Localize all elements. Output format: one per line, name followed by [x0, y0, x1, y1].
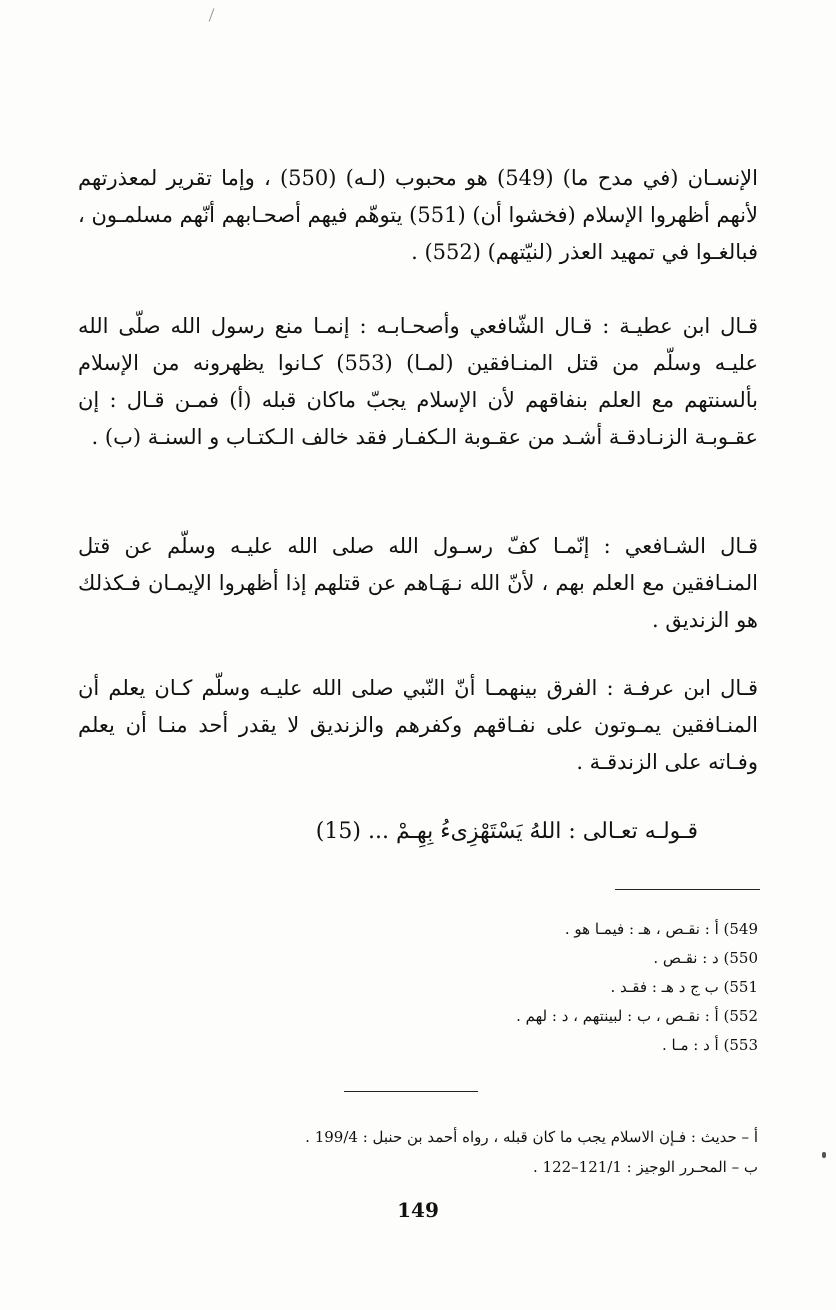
body-paragraph-4 [78, 670, 758, 781]
paragraph-text: قـال ابن عطيـة : قـال الشّافعي وأصحـابـه : إنمـا منع رسول الله صلّى الله عليـه وسلّم من قتل المنـافقين (لمـا) (553) كـانوا يظهرونه من الإسلام بألسنتهم مع العلم بنفاقهم لأن الإسلام يجبّ ماكان قبله (أ) فمـن قـال : إن عقـوبـة الزنـادقـة أشـد من عقـوبة الـكفـار فقد خالف الـكتـاب و السنـة (ب) . [78, 314, 758, 449]
body-paragraph-3 [78, 528, 758, 639]
variant-footnotes [158, 915, 758, 1060]
source-references [78, 1122, 758, 1182]
body-paragraph-2 [78, 308, 758, 456]
footnote-551: 551) ب ج د هـ : فقـد . [610, 978, 758, 996]
reference-a: أ – حديث : فـإن الاسلام يجب ما كان قبله ، رواه أحمد بن حنبل : 199/4 . [305, 1128, 758, 1146]
scan-speck [822, 1152, 826, 1158]
scan-speck [209, 8, 215, 21]
reference-divider [344, 1091, 478, 1092]
paragraph-text: الإنسـان (في مدح ما) (549) هو محبوب (لـه) (550) ، وإما تقرير لمعذرتهم لأنهم أظهروا الإسلام (فخشوا أن) (551) يتوهّم فيهم أصحـابهم أنّهم مسلمـون ، فبالغـوا في تمهيد العذر (لنيّتهم) (552) . [78, 166, 758, 264]
page-number: 149 [397, 1198, 439, 1222]
paragraph-text: قـال الشـافعي : إنّمـا كفّ رسـول الله صلى الله عليـه وسلّم عن قتل المنـافقين مع العلم بهم ، لأنّ الله نـهَـاهم عن قتلهم إذا أظهروا الإيمـان فـكذلك هو الزنديق . [78, 534, 758, 632]
quranic-verse-heading: قـولـه تعـالى : اللهُ يَسْتَهْزِىءُ بِهِـمْ ... (15) [315, 819, 698, 844]
reference-b: ب – المحـرر الوجيز : 121/1–122 . [532, 1158, 758, 1176]
footnote-552: 552) أ : نقـص ، ب : لبينتهم ، د : لهم . [516, 1007, 758, 1025]
paragraph-text: قـال ابن عرفـة : الفرق بينهمـا أنّ النّبي صلى الله عليـه وسلّم كـان يعلم أن المنـافقين يمـوتون على نفـاقهم وكفرهم والزنديق لا يقدر أحد منـا أن يعلم وفـاته على الزندقـة . [78, 676, 758, 774]
footnote-549: 549) أ : نقـص ، هـ : فيمـا هو . [564, 920, 758, 938]
body-paragraph-1 [78, 160, 758, 271]
footnote-553: 553) أ د : مـا . [661, 1036, 758, 1054]
footnote-550: 550) د : نقـص . [653, 949, 758, 967]
footnote-divider [615, 889, 760, 890]
